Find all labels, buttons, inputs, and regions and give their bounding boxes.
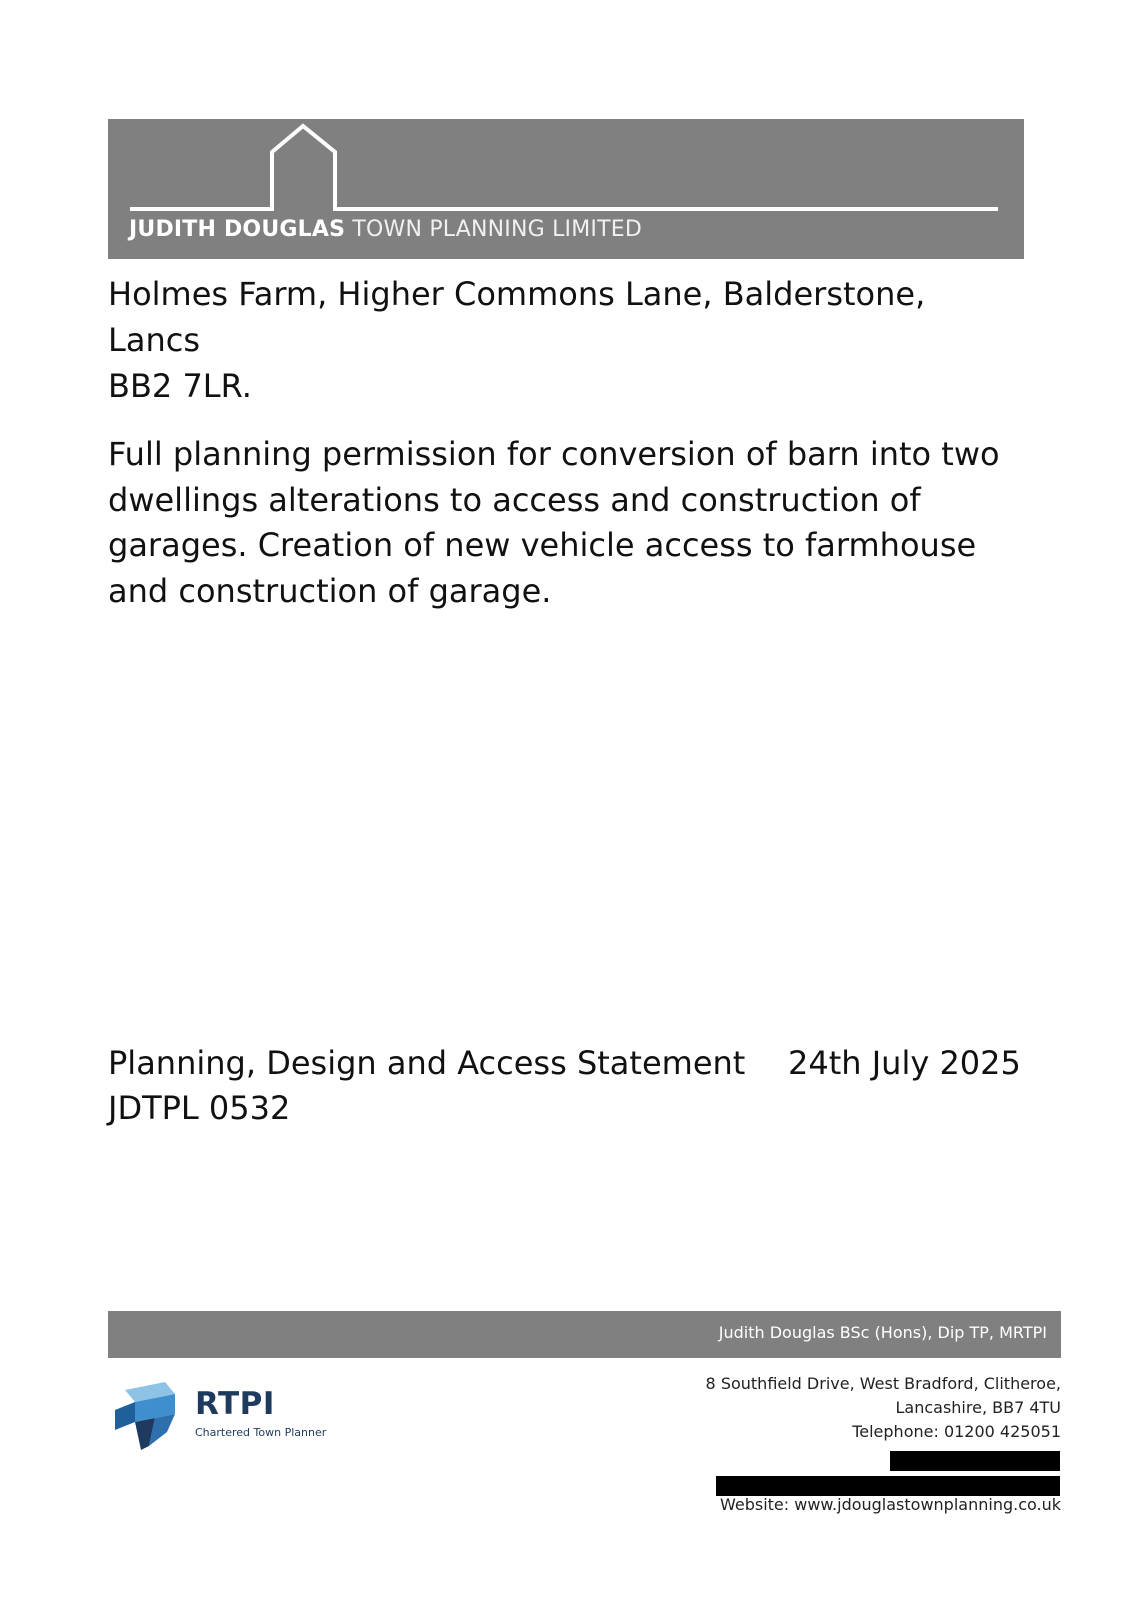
contact-details xyxy=(706,1372,1061,1444)
company-name xyxy=(129,217,642,242)
proposal-description: Full planning permission for conversion of barn into two dwellings alterations to access and construction of garages. Creation of new vehicle access to farmhouse and construction of garage. xyxy=(108,435,1000,610)
rtpi-emblem-icon xyxy=(111,1380,191,1452)
document-reference: JDTPL 0532 xyxy=(108,1089,291,1127)
contact-website: Website: www.jdouglastownplanning.co.uk xyxy=(719,1495,1061,1514)
rtpi-logo-text: RTPI xyxy=(195,1386,275,1422)
header-banner xyxy=(108,119,1024,259)
footer-bar xyxy=(108,1311,1061,1358)
document-date: 24th July 2025 xyxy=(788,1044,1021,1082)
site-address xyxy=(108,271,1008,409)
site-address-line1: Holmes Farm, Higher Commons Lane, Balderstone, Lancs xyxy=(108,275,926,359)
contact-telephone: Telephone: 01200 425051 xyxy=(852,1422,1061,1441)
footer-credentials: Judith Douglas BSc (Hons), Dip TP, MRTPI xyxy=(718,1323,1047,1342)
rtpi-logo-subtitle: Chartered Town Planner xyxy=(195,1426,327,1439)
rtpi-logo xyxy=(111,1380,327,1452)
company-name-bold: JUDITH DOUGLAS xyxy=(129,217,346,242)
contact-address-line1: 8 Southfield Drive, West Bradford, Clitheroe, xyxy=(705,1374,1061,1393)
site-address-line2: BB2 7LR. xyxy=(108,367,252,405)
contact-address-line2: Lancashire, BB7 4TU xyxy=(895,1398,1061,1417)
redacted-block xyxy=(890,1451,1060,1471)
company-name-light: TOWN PLANNING LIMITED xyxy=(352,217,642,242)
document-title: Planning, Design and Access Statement xyxy=(108,1044,746,1082)
